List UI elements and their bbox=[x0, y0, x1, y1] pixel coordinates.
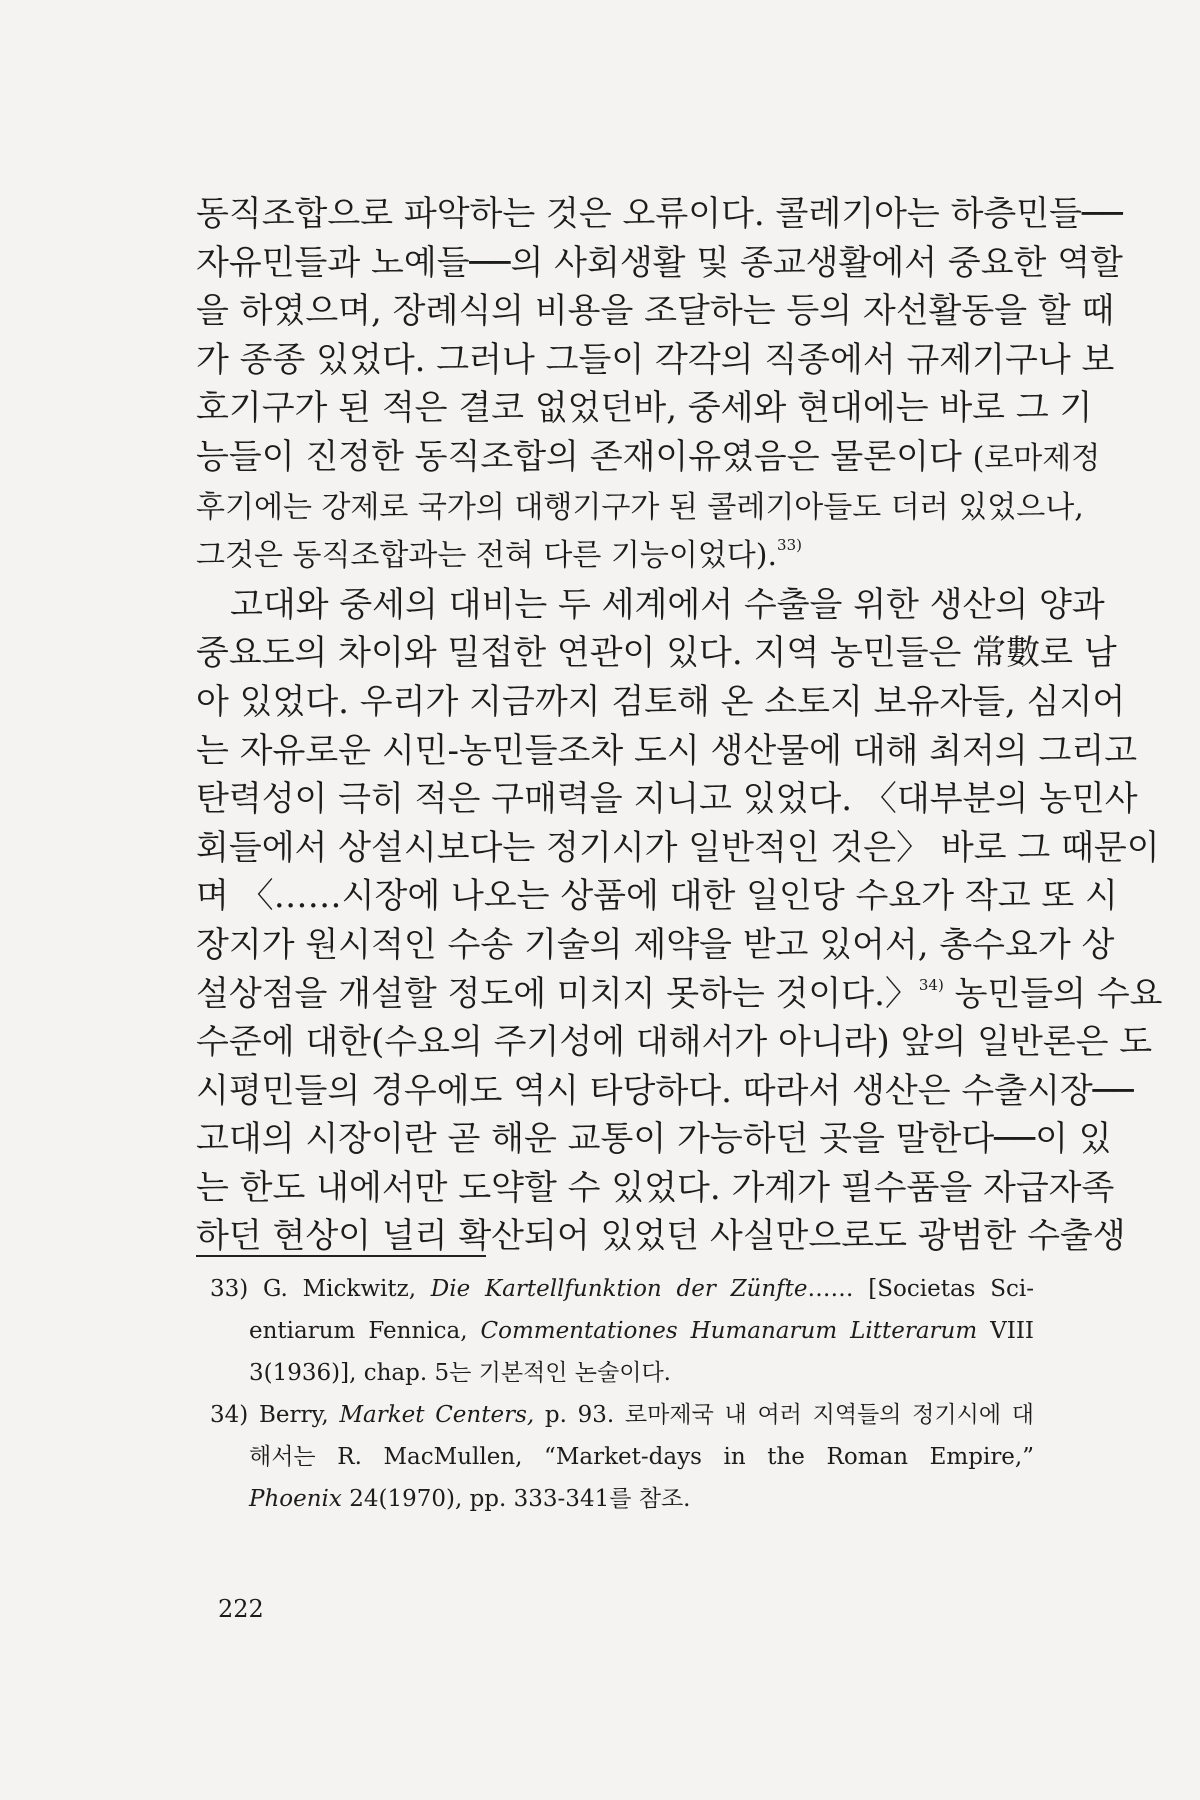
footnote-34 bbox=[210, 1394, 1034, 1436]
footnote-ref: 34) bbox=[918, 975, 944, 994]
text-line bbox=[196, 433, 1101, 484]
text-line: 장지가 원시적인 수송 기술의 제약을 받고 있어서, 총수요가 상 bbox=[196, 924, 1115, 965]
footnote-title: Commentationes Humanarum Litterarum bbox=[480, 1318, 978, 1344]
footnote-text-line: 해서는 R. MacMullen, “Market-days in the Roman Empire,” bbox=[249, 1444, 1034, 1470]
footnote-text: 24(1970), pp. 333-341를 참조. bbox=[341, 1486, 691, 1512]
text-line bbox=[196, 532, 1034, 581]
footnote-number: 34) bbox=[210, 1402, 249, 1428]
body-text bbox=[196, 190, 1163, 1261]
footnote-text: VIII bbox=[977, 1318, 1034, 1344]
footnote-text: p. 93. 로마제국 내 여러 지역들의 정기시에 대 bbox=[534, 1402, 1034, 1428]
text-segment: 농민들의 수요 bbox=[943, 973, 1163, 1014]
paragraph-first-line: 고대와 중세의 대비는 두 세계에서 수출을 위한 생산의 양과 bbox=[230, 584, 1105, 625]
footnote-33 bbox=[210, 1268, 1034, 1310]
text-line: 는 한도 내에서만 도약할 수 있었다. 가계가 필수품을 자급자족 bbox=[196, 1167, 1115, 1208]
text-line: 며 〈……시장에 나오는 상품에 대한 일인당 수요가 작고 또 시 bbox=[196, 876, 1118, 917]
text-segment: 그것은 동직조합과는 전혀 다른 기능이었다). bbox=[196, 538, 778, 574]
footnote-text: entiarum Fennica, bbox=[249, 1318, 481, 1344]
footnotes bbox=[210, 1268, 1034, 1520]
text-line: 시평민들의 경우에도 역시 타당하다. 따라서 생산은 수출시장── bbox=[196, 1070, 1134, 1111]
footnote-ref: 33) bbox=[777, 536, 802, 555]
text-line: 는 자유로운 시민-농민들조차 도시 생산물에 대해 최저의 그리고 bbox=[196, 730, 1138, 771]
footnote-title: Phoenix bbox=[249, 1486, 342, 1512]
text-line bbox=[196, 970, 1163, 1019]
text-segment: 설상점을 개설할 정도에 미치지 못하는 것이다.〉 bbox=[196, 973, 919, 1014]
text-line: 가 종종 있었다. 그러나 그들이 각각의 직종에서 규제기구나 보 bbox=[196, 339, 1115, 380]
text-line: 자유민들과 노예들──의 사회생활 및 종교생활에서 중요한 역할 bbox=[196, 242, 1123, 283]
text-line: 호기구가 된 적은 결코 없었던바, 중세와 현대에는 바로 그 기 bbox=[196, 388, 1093, 429]
text-line: 하던 현상이 널리 확산되어 있었던 사실만으로도 광범한 수출생 bbox=[196, 1216, 1126, 1257]
text-line: 회들에서 상설시보다는 정기시가 일반적인 것은〉 바로 그 때문이 bbox=[196, 827, 1160, 868]
footnote-text: …… [Societas Sci- bbox=[807, 1276, 1034, 1302]
text-line: 동직조합으로 파악하는 것은 오류이다. 콜레기아는 하층민들── bbox=[196, 194, 1123, 234]
footnote-divider bbox=[196, 1255, 486, 1257]
text-line: 탄력성이 극히 적은 구매력을 지니고 있었다. 〈대부분의 농민사 bbox=[196, 779, 1138, 820]
text-line: 아 있었다. 우리가 지금까지 검토해 온 소토지 보유자들, 심지어 bbox=[196, 681, 1126, 722]
footnote-text-line bbox=[210, 1310, 1034, 1352]
footnote-text: Berry, bbox=[258, 1402, 340, 1428]
page-number: 222 bbox=[218, 1595, 264, 1623]
text-line: 을 하였으며, 장례식의 비용을 조달하는 등의 자선활동을 할 때 bbox=[196, 291, 1115, 332]
footnote-number: 33) bbox=[210, 1276, 249, 1302]
footnote-text-line: 3(1936)], chap. 5는 기본적인 논술이다. bbox=[249, 1360, 671, 1386]
text-line: 중요도의 차이와 밀접한 연관이 있다. 지역 농민들은 常數로 남 bbox=[196, 633, 1117, 674]
text-line: 고대의 시장이란 곧 해운 교통이 가능하던 곳을 말한다──이 있 bbox=[196, 1119, 1112, 1160]
text-segment: (로마제정 bbox=[972, 440, 1101, 476]
footnote-title: Market Centers, bbox=[339, 1402, 535, 1428]
footnote-title: Die Kartellfunktion der Zünfte bbox=[430, 1276, 808, 1302]
footnote-text-line bbox=[210, 1478, 1034, 1520]
text-segment: 능들이 진정한 동직조합의 존재이유였음은 물론이다 bbox=[196, 436, 962, 477]
text-line: 후기에는 강제로 국가의 대행기구가 된 콜레기아들도 더러 있었으나, bbox=[196, 489, 1084, 525]
text-line: 수준에 대한(수요의 주기성에 대해서가 아니라) 앞의 일반론은 도 bbox=[196, 1022, 1153, 1063]
footnote-text: G. Mickwitz, bbox=[263, 1276, 431, 1302]
